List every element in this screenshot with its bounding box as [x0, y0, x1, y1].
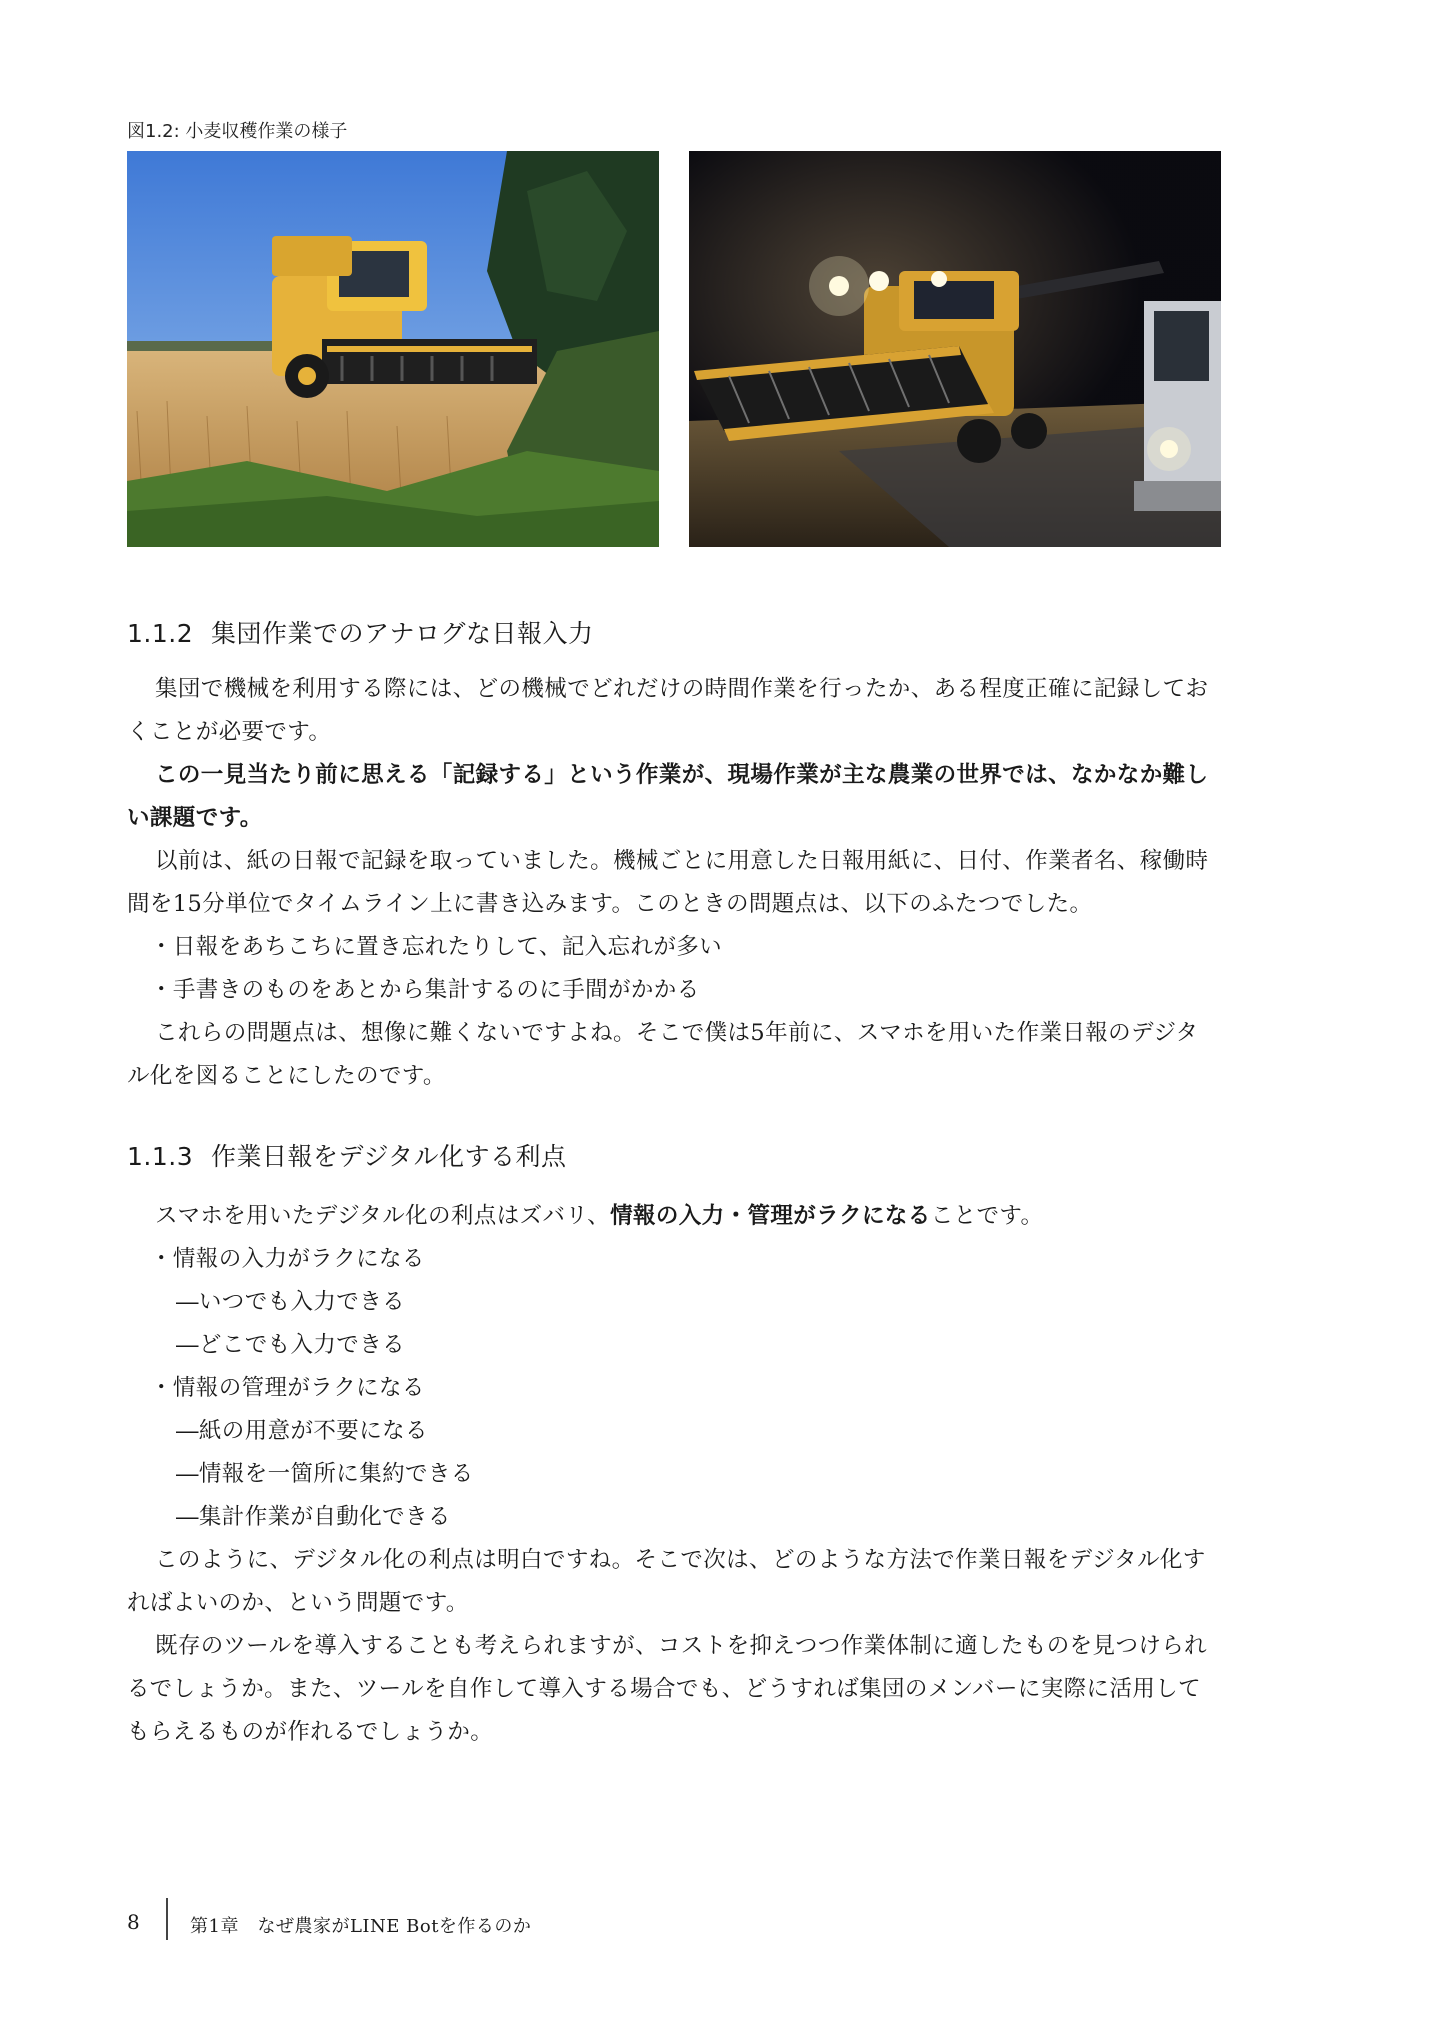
sub-item: ―どこでも入力できる	[176, 1332, 406, 1358]
section-title: 作業日報をデジタル化する利点	[211, 1142, 567, 1171]
photo-combine-daytime	[127, 151, 659, 547]
section-heading-1-1-2	[127, 614, 594, 650]
paragraph: 既存のツールを導入することも考えられますが、コストを抑えつつ作業体制に適したものを見つけられるでしょうか。また、ツールを自作して導入する場合でも、どうすれば集団のメンバーに実際に活用してもらえるものが作れるでしょうか。	[127, 1633, 1208, 1745]
paragraph: これらの問題点は、想像に難くないですよね。そこで僕は5年前に、スマホを用いた作業日報のデジタル化を図ることにしたのです。	[127, 1020, 1199, 1089]
sub-item: ―紙の用意が不要になる	[176, 1418, 428, 1444]
paragraph: このように、デジタル化の利点は明白ですね。そこで次は、どのような方法で作業日報をデジタル化すればよいのか、という問題です。	[127, 1547, 1206, 1616]
section-title: 集団作業でのアナログな日報入力	[211, 619, 594, 648]
bullet-item: ・手書きのものをあとから集計するのに手間がかかる	[150, 977, 700, 1003]
paragraph	[127, 1195, 1221, 1238]
paragraph-bold: この一見当たり前に思える「記録する」という作業が、現場作業が主な農業の世界では、なかなか難しい課題です。	[127, 762, 1209, 831]
figure-caption: 図1.2: 小麦収穫作業の様子	[127, 121, 348, 142]
section-heading-1-1-3	[127, 1137, 567, 1173]
sub-item: ―いつでも入力できる	[176, 1289, 406, 1315]
paragraph: 集団で機械を利用する際には、どの機械でどれだけの時間作業を行ったか、ある程度正確に記録しておくことが必要です。	[127, 676, 1209, 745]
emphasis: 情報の入力・管理がラクになる	[610, 1203, 931, 1229]
sub-item: ―集計作業が自動化できる	[176, 1504, 451, 1530]
section-number: 1.1.2	[127, 619, 194, 648]
text: スマホを用いたデジタル化の利点はズバリ、	[155, 1203, 611, 1229]
bullet-item: ・情報の管理がラクになる	[150, 1375, 425, 1401]
section-number: 1.1.3	[127, 1142, 194, 1171]
running-footer-chapter: 第1章 なぜ農家がLINE Botを作るのか	[190, 1916, 532, 1937]
bullet-item: ・日報をあちこちに置き忘れたりして、記入忘れが多い	[150, 934, 723, 960]
paragraph: 以前は、紙の日報で記録を取っていました。機械ごとに用意した日報用紙に、日付、作業者名、稼働時間を15分単位でタイムライン上に書き込みます。このときの問題点は、以下のふたつでした。	[127, 848, 1209, 917]
text: ことです。	[930, 1203, 1044, 1229]
bullet-item: ・情報の入力がラクになる	[150, 1246, 425, 1272]
footer-divider	[166, 1898, 168, 1940]
photo-combine-night	[689, 151, 1221, 547]
sub-item: ―情報を一箇所に集約できる	[176, 1461, 474, 1487]
page-number: 8	[127, 1910, 140, 1934]
